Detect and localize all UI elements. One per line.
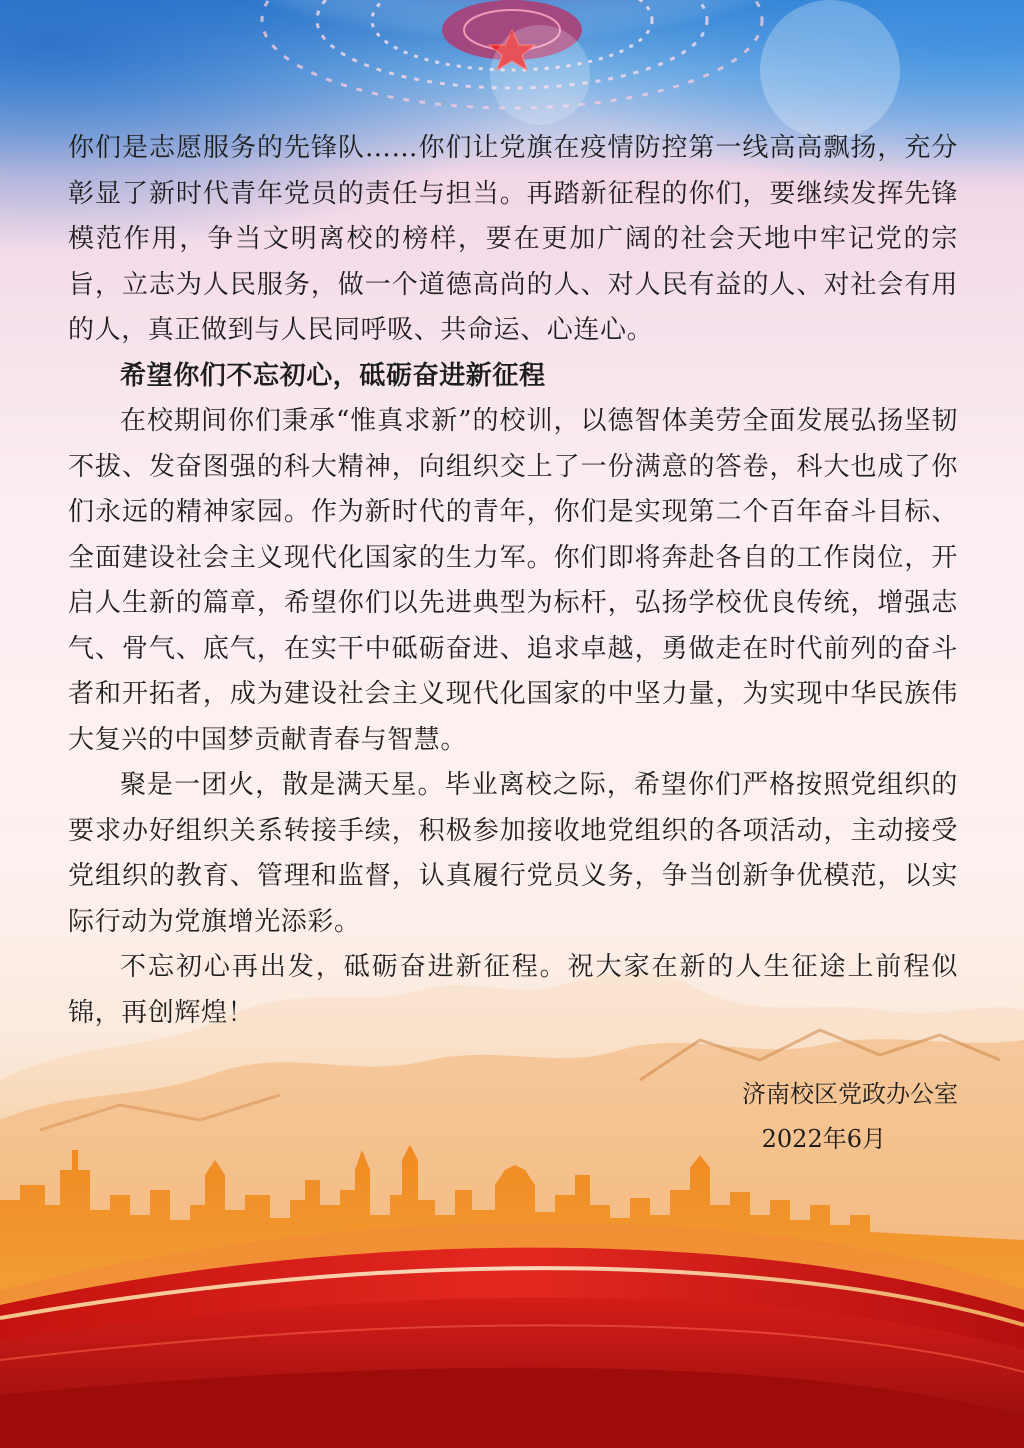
section-heading: 希望你们不忘初心，砥砺奋进新征程 bbox=[120, 360, 546, 391]
signature-organization: 济南校区党政办公室 bbox=[742, 1080, 958, 1108]
paragraph-3: 聚是一团火，散是满天星。毕业离校之际，希望你们严格按照党组织的要求办好组织关系转接手续，积极参加接收地党组织的各项活动，主动接受党组织的教育、管理和监督，认真履行党员义务，争当创新争优模范，以实际行动为党旗增光添彩。 bbox=[68, 770, 958, 937]
letter-body bbox=[68, 126, 958, 1036]
paragraph-4: 不忘初心再出发，砥砺奋进新征程。祝大家在新的人生征途上前程似锦，再创辉煌！ bbox=[68, 952, 958, 1028]
paragraph-2: 在校期间你们秉承“惟真求新”的校训，以德智体美劳全面发展弘扬坚韧不拔、发奋图强的科大精神，向组织交上了一份满意的答卷，科大也成了你们永远的精神家园。作为新时代的青年，你们是实现第二个百年奋斗目标、全面建设社会主义现代化国家的生力军。你们即将奔赴各自的工作岗位，开启人生新的篇章，希望你们以先进典型为标杆，弘扬学校优良传统，增强志气、骨气、底气，在实干中砥砺奋进、追求卓越，勇做走在时代前列的奋斗者和开拓者，成为建设社会主义现代化国家的中坚力量，为实现中华民族伟大复兴的中国梦贡献青春与智慧。 bbox=[68, 406, 958, 755]
paragraph-1: 你们是志愿服务的先锋队……你们让党旗在疫情防控第一线高高飘扬，充分彰显了新时代青年党员的责任与担当。再踏新征程的你们，要继续发挥先锋模范作用，争当文明离校的榜样，要在更加广阔的社会天地中牢记党的宗旨，立志为人民服务，做一个道德高尚的人、对人民有益的人、对社会有用的人，真正做到与人民同呼吸、共命运、心连心。 bbox=[68, 133, 958, 345]
signature-date: 2022年6月 bbox=[761, 1125, 886, 1153]
